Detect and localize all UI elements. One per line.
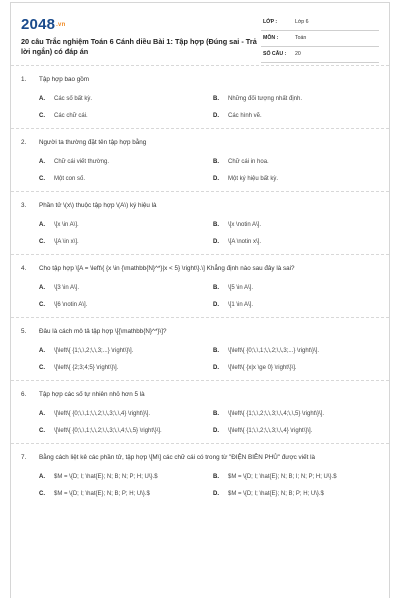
option-text: Một ký hiệu bất kỳ. bbox=[228, 175, 279, 182]
answer-option-d[interactable] bbox=[213, 238, 379, 247]
answer-option-c[interactable] bbox=[39, 427, 205, 436]
option-text: $M = \{D; I; \hat{E}; N; B; I; N; P; H; U\}.$ bbox=[228, 474, 337, 480]
question-item bbox=[11, 65, 389, 128]
question-number: 4. bbox=[21, 265, 27, 272]
document-title: 20 câu Trắc nghiệm Toán 6 Cánh diều Bài 1: Tập hợp (Đúng sai - Trả lời ngắn) có đáp án bbox=[21, 37, 257, 56]
option-text: Chữ cái in hoa. bbox=[228, 159, 269, 165]
option-letter: D. bbox=[213, 301, 219, 308]
meta-value: 20 bbox=[295, 51, 301, 57]
question-item bbox=[11, 128, 389, 191]
option-letter: C. bbox=[39, 238, 45, 245]
meta-label: SỐ CÂU : bbox=[263, 51, 287, 57]
question-item bbox=[11, 191, 389, 254]
answer-option-b[interactable] bbox=[213, 221, 379, 230]
option-text: \[\left\{ {1;\,\,2;\,\,3;\,\,4} \right\}\]. bbox=[228, 427, 313, 434]
option-text: Chữ cái viết thường. bbox=[54, 159, 109, 165]
question-number: 1. bbox=[21, 76, 27, 83]
question-list bbox=[11, 65, 389, 506]
question-text: Bằng cách liệt kê các phần tử, tập hợp \[M\] các chữ cái có trong từ "ĐIỆN BIÊN PHỦ" được viết là bbox=[39, 454, 315, 461]
option-text: $M = \{D; I; \hat{E}; N; B; N; P; H; U\}.$ bbox=[54, 474, 158, 480]
question-number: 5. bbox=[21, 328, 27, 335]
option-letter: D. bbox=[213, 112, 219, 119]
answer-option-d[interactable] bbox=[213, 427, 379, 436]
answer-option-a[interactable] bbox=[39, 410, 205, 419]
question-stem bbox=[21, 75, 379, 84]
option-letter: B. bbox=[213, 222, 219, 228]
option-letter: A. bbox=[39, 348, 45, 354]
answer-option-c[interactable] bbox=[39, 175, 205, 184]
answer-option-c[interactable] bbox=[39, 301, 205, 310]
answer-option-a[interactable] bbox=[39, 284, 205, 293]
answer-option-d[interactable] bbox=[213, 364, 379, 373]
meta-value: Toán bbox=[295, 35, 307, 41]
option-text: \[\left\{ {0;\,\,1;\,\,2;\,\,3;\,\,4;\,\,5} \right\}\]. bbox=[54, 427, 162, 434]
answer-option-b[interactable] bbox=[213, 284, 379, 293]
page-header bbox=[11, 3, 389, 65]
answer-options bbox=[21, 284, 379, 309]
option-letter: D. bbox=[213, 175, 219, 182]
meta-label: LỚP : bbox=[263, 19, 278, 25]
answer-option-c[interactable] bbox=[39, 490, 205, 499]
option-letter: C. bbox=[39, 490, 45, 497]
question-stem bbox=[21, 201, 379, 210]
option-text: \[\left\{ {0;\,\,1;\,\,2;\,\,3;\,\,4} \right\}\]. bbox=[54, 411, 151, 417]
meta-row-question-count bbox=[261, 47, 379, 63]
question-stem bbox=[21, 327, 379, 336]
question-number: 6. bbox=[21, 391, 27, 398]
option-text: \[\left\{ {1;\,\,2;\,\,3;...} \right\}\]. bbox=[54, 348, 134, 354]
question-text: Tập hợp các số tự nhiên nhỏ hơn 5 là bbox=[39, 391, 145, 398]
logo-text: 2048 bbox=[21, 16, 56, 33]
question-text: Đâu là cách mô tả tập hợp \[{\mathbb{N}^*}\]? bbox=[39, 328, 167, 335]
option-text: \[A \notin x\]. bbox=[228, 238, 262, 245]
option-text: \[6 \notin A\]. bbox=[54, 301, 88, 308]
question-item bbox=[11, 380, 389, 443]
option-letter: A. bbox=[39, 96, 45, 102]
option-letter: A. bbox=[39, 411, 45, 417]
answer-options bbox=[21, 95, 379, 120]
option-text: Những đối tượng nhất định. bbox=[228, 96, 303, 102]
option-text: \[3 \in A\]. bbox=[54, 285, 80, 291]
question-text: Người ta thường đặt tên tập hợp bằng bbox=[39, 139, 147, 146]
answer-option-c[interactable] bbox=[39, 112, 205, 121]
question-stem bbox=[21, 138, 379, 147]
question-text: Cho tập hợp \[A = \left\{ {x \in {\mathbb{N}^*}|x < 5} \right\}.\] Khẳng định nào sau đây là sai? bbox=[39, 265, 295, 272]
answer-options bbox=[21, 347, 379, 372]
answer-options bbox=[21, 221, 379, 246]
question-text: Tập hợp bao gồm bbox=[39, 76, 89, 83]
answer-option-a[interactable] bbox=[39, 158, 205, 167]
option-letter: D. bbox=[213, 364, 219, 371]
option-letter: C. bbox=[39, 301, 45, 308]
document-meta bbox=[261, 15, 379, 63]
answer-option-c[interactable] bbox=[39, 364, 205, 373]
answer-option-b[interactable] bbox=[213, 473, 379, 482]
option-text: $M = \{D; I; \hat{E}; N; B; P; H; U\}.$ bbox=[228, 490, 324, 497]
meta-value: Lớp 6 bbox=[295, 19, 309, 25]
option-letter: C. bbox=[39, 427, 45, 434]
option-text: Các hình vẽ. bbox=[228, 112, 262, 119]
option-letter: D. bbox=[213, 490, 219, 497]
option-text: \[5 \in A\]. bbox=[228, 285, 254, 291]
option-text: Các chữ cái. bbox=[54, 112, 88, 119]
option-text: $M = \{D; I; \hat{E}; N; B; P; H; U\}.$ bbox=[54, 490, 150, 497]
option-letter: A. bbox=[39, 474, 45, 480]
option-text: \[x \notin A\]. bbox=[228, 222, 262, 228]
answer-option-b[interactable] bbox=[213, 410, 379, 419]
question-stem bbox=[21, 390, 379, 399]
option-letter: C. bbox=[39, 175, 45, 182]
answer-options bbox=[21, 473, 379, 498]
question-item bbox=[11, 443, 389, 506]
answer-option-b[interactable] bbox=[213, 347, 379, 356]
option-letter: B. bbox=[213, 411, 219, 417]
option-text: Một con số. bbox=[54, 175, 86, 182]
answer-option-a[interactable] bbox=[39, 347, 205, 356]
question-stem bbox=[21, 453, 379, 462]
option-letter: B. bbox=[213, 285, 219, 291]
option-text: \[x \in A\]. bbox=[54, 222, 79, 228]
option-letter: B. bbox=[213, 159, 219, 165]
answer-option-c[interactable] bbox=[39, 238, 205, 247]
answer-option-a[interactable] bbox=[39, 95, 205, 104]
document-page bbox=[10, 2, 390, 598]
option-text: \[A \in x\]. bbox=[54, 238, 79, 245]
question-number: 2. bbox=[21, 139, 27, 146]
option-text: \[\left\{ {0;\,\,1;\,\,2;\,\,3;...} \right\}\]. bbox=[228, 348, 320, 354]
question-item bbox=[11, 254, 389, 317]
option-text: \[1 \in A\]. bbox=[228, 301, 254, 308]
question-number: 7. bbox=[21, 454, 27, 461]
option-letter: C. bbox=[39, 112, 45, 119]
option-text: \[\left\{ {2;3;4;5} \right\}\]. bbox=[54, 364, 119, 371]
answer-option-a[interactable] bbox=[39, 473, 205, 482]
question-item bbox=[11, 317, 389, 380]
answer-option-d[interactable] bbox=[213, 301, 379, 310]
option-letter: A. bbox=[39, 285, 45, 291]
answer-option-d[interactable] bbox=[213, 112, 379, 121]
option-letter: D. bbox=[213, 427, 219, 434]
meta-row-class bbox=[261, 15, 379, 31]
meta-label: MÔN : bbox=[263, 35, 279, 41]
option-text: \[\left\{ {1;\,\,2;\,\,3;\,\,4;\,\,5} \right\}\]. bbox=[228, 411, 325, 417]
logo-suffix: .vn bbox=[56, 22, 66, 28]
option-letter: B. bbox=[213, 474, 219, 480]
answer-option-d[interactable] bbox=[213, 175, 379, 184]
option-letter: B. bbox=[213, 348, 219, 354]
answer-options bbox=[21, 158, 379, 183]
question-stem bbox=[21, 264, 379, 273]
option-letter: A. bbox=[39, 159, 45, 165]
question-number: 3. bbox=[21, 202, 27, 209]
answer-options bbox=[21, 410, 379, 435]
answer-option-b[interactable] bbox=[213, 158, 379, 167]
option-text: Các số bất kỳ. bbox=[54, 96, 93, 102]
answer-option-a[interactable] bbox=[39, 221, 205, 230]
answer-option-d[interactable] bbox=[213, 490, 379, 499]
meta-row-subject bbox=[261, 31, 379, 47]
question-text: Phần tử \(x\) thuộc tập hợp \(A\) ký hiệu là bbox=[39, 202, 157, 209]
option-letter: D. bbox=[213, 238, 219, 245]
option-letter: A. bbox=[39, 222, 45, 228]
option-letter: B. bbox=[213, 96, 219, 102]
option-text: \[\left\{ {x|x \ge 0} \right\}\]. bbox=[228, 364, 297, 371]
option-letter: C. bbox=[39, 364, 45, 371]
answer-option-b[interactable] bbox=[213, 95, 379, 104]
